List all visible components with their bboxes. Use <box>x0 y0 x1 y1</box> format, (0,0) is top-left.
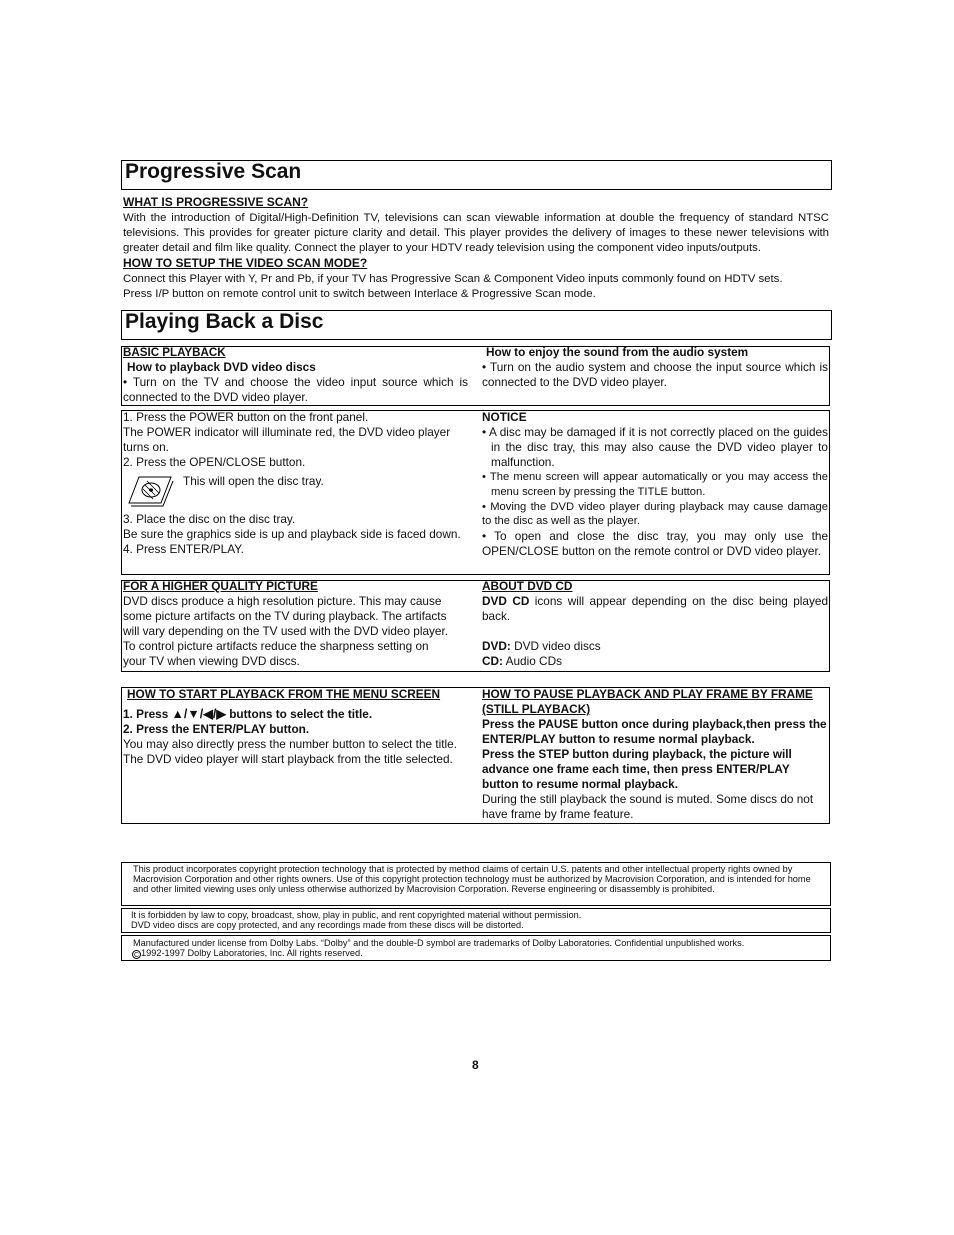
step-4: 4. Press ENTER/PLAY. <box>123 542 244 556</box>
progressive-title: Progressive Scan <box>125 160 302 183</box>
basic-sub: How to playback DVD video discs <box>127 360 316 374</box>
pause-bold-2: Press the STEP button during playback, the picture will advance one frame each time, then press ENTER/PLAY button to resume normal playback. <box>482 747 792 791</box>
about-text: icons will appear depending on the disc being played back. <box>482 594 828 623</box>
notice-3: • Moving the DVD video player during playback may cause damage to the disc as well as the player. <box>482 500 828 528</box>
notice-1: • A disc may be damaged if it is not correctly placed on the guides in the disc tray, this may also cause the DVD video player to malfunction. <box>482 425 828 469</box>
notice-4: • To open and close the disc tray, you may only use the OPEN/CLOSE button on the remote control or DVD video player. <box>482 529 828 559</box>
progressive-title-box <box>121 160 832 190</box>
quality-left <box>123 579 473 669</box>
setup-heading: HOW TO SETUP THE VIDEO SCAN MODE? <box>123 256 368 270</box>
notice-right <box>482 410 828 559</box>
quality-line-1: DVD discs produce a high resolution picture. This may cause <box>123 594 442 608</box>
what-is-text: With the introduction of Digital/High-Definition TV, televisions can scan viewable information at double the frequency of standard NTSC televisions. This provides for greater picture clarity and detail. This player provides the delivery of images to these newer televisions with greater detail and film like quality. Connect the player to your HDTV ready television using the component video inputs/outputs. <box>123 212 829 254</box>
legal-dolby-2: 1992-1997 Dolby Laboratories, Inc. All rights reserved. <box>141 948 363 958</box>
legal-macrovision: This product incorporates copyright protection technology that is protected by method claims of certain U.S. patents and other intellectual property rights owned by Macrovision Corporation and other rights owners. Use of this copyright protection technology must be authorized by Macrovision Corporation, and is intended for home and other limited viewing uses only unless otherwise authorized by Macrovision Corporation. Reverse engineering or disassembly is prohibited. <box>133 864 811 894</box>
disc-tray-icon <box>125 473 175 509</box>
playback-title: Playing Back a Disc <box>125 310 324 333</box>
about-heading: ABOUT DVD CD <box>482 579 573 593</box>
step-1: 1. Press the POWER button on the front panel. <box>123 410 369 424</box>
quality-line-2: some picture artifacts on the TV during playback. The artifacts <box>123 609 447 623</box>
tray-row <box>123 470 471 512</box>
legal-dolby-line <box>132 948 822 959</box>
steps-box <box>121 410 830 575</box>
quality-line-3: will vary depending on the TV used with the DVD video player. <box>123 624 449 638</box>
menu-step-1a: 1. Press <box>123 707 172 721</box>
pause-right <box>482 687 828 822</box>
step-3: 3. Place the disc on the disc tray. <box>123 512 296 526</box>
menu-step-2: 2. Press the ENTER/PLAY button. <box>123 722 310 736</box>
step-2: 2. Press the OPEN/CLOSE button. <box>123 455 306 469</box>
menu-text-2: The DVD video player will start playback from the title selected. <box>123 752 453 766</box>
basic-left <box>123 345 468 405</box>
menu-step-1b: buttons to select the title. <box>225 707 373 721</box>
legal-box-2 <box>121 908 831 933</box>
audio-sub: How to enjoy the sound from the audio system <box>486 345 749 359</box>
quality-line-4: To control picture artifacts reduce the sharpness setting on <box>123 639 429 653</box>
step-1-detail: The POWER indicator will illuminate red, the DVD video player turns on. <box>123 425 451 454</box>
tray-text: This will open the disc tray. <box>183 474 324 488</box>
steps-left <box>123 410 471 557</box>
audio-text: • Turn on the audio system and choose the input source which is connected to the DVD video player. <box>482 360 828 389</box>
pause-heading: HOW TO PAUSE PLAYBACK AND PLAY FRAME BY FRAME (STILL PLAYBACK) <box>482 687 813 716</box>
quality-box <box>121 580 830 672</box>
menu-heading: HOW TO START PLAYBACK FROM THE MENU SCREEN <box>127 687 441 701</box>
legal-dolby-1: Manufactured under license from Dolby Labs. “Dolby” and the double-D symbol are trademarks of Dolby Laboratories. Confidential unpublished works. <box>133 938 745 948</box>
basic-text: • Turn on the TV and choose the video input source which is connected to the DVD video player. <box>123 375 468 404</box>
menu-box <box>121 687 830 824</box>
legal-box-1 <box>121 862 831 906</box>
setup-text-1: Connect this Player with Y, Pr and Pb, if your TV has Progressive Scan & Component Video inputs commonly found on HDTV sets. <box>123 273 783 285</box>
dvd-text: DVD video discs <box>510 639 601 653</box>
menu-text-1: You may also directly press the number button to select the title. <box>123 737 457 751</box>
playback-title-box <box>121 310 832 340</box>
menu-left <box>123 687 463 767</box>
legal-copy-1: It is forbidden by law to copy, broadcast, show, play in public, and rent copyrighted material without permission. <box>131 910 582 920</box>
copyright-icon: C <box>133 952 140 959</box>
quality-line-5: your TV when viewing DVD discs. <box>123 654 300 668</box>
legal-box-3 <box>121 935 831 961</box>
cd-label: CD: <box>482 654 503 668</box>
legal-copy-2: DVD video discs are copy protected, and any recordings made from these discs will be distorted. <box>131 920 524 930</box>
about-right <box>482 579 828 669</box>
step-3-detail: Be sure the graphics side is up and playback side is faced down. <box>123 527 461 541</box>
cd-text: Audio CDs <box>502 654 562 668</box>
page-number: 8 <box>472 1058 479 1072</box>
basic-playback-box <box>121 346 830 406</box>
setup-text-2: Press I/P button on remote control unit to switch between Interlace & Progressive Scan mode. <box>123 288 596 300</box>
pause-bold-1: Press the PAUSE button once during playback,then press the ENTER/PLAY button to resume normal playback. <box>482 717 827 746</box>
direction-arrows-icon: ▲/▼/◀/▶ <box>171 707 226 721</box>
pause-text: During the still playback the sound is muted. Some discs do not have frame by frame feature. <box>482 792 814 821</box>
notice-2: • The menu screen will appear automatically or you may access the menu screen by pressing the TITLE button. <box>482 471 828 498</box>
quality-heading: FOR A HIGHER QUALITY PICTURE <box>123 579 318 593</box>
basic-right <box>482 345 828 390</box>
basic-heading: BASIC PLAYBACK <box>123 346 226 359</box>
dvd-label: DVD: <box>482 639 511 653</box>
disc-type-icons: DVD CD <box>482 594 530 608</box>
notice-heading: NOTICE <box>482 410 527 424</box>
what-is-heading: WHAT IS PROGRESSIVE SCAN? <box>123 195 309 209</box>
